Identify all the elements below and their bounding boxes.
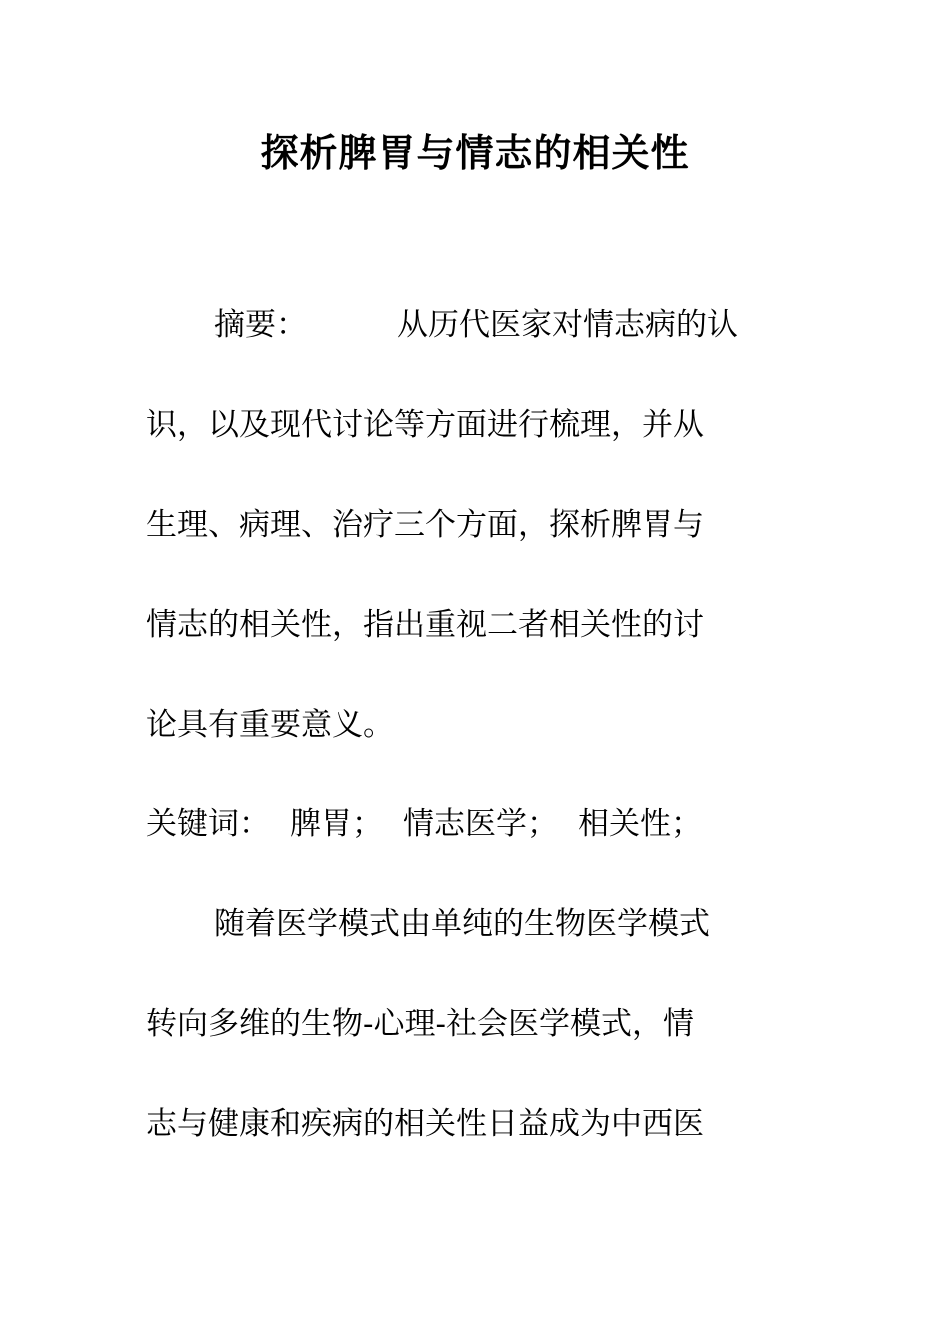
abstract-line-4: 情志的相关性，指出重视二者相关性的讨 bbox=[146, 607, 704, 643]
body-line-2: 转向多维的生物-心理-社会医学模式，情 bbox=[146, 1006, 694, 1042]
keywords-line bbox=[146, 804, 786, 844]
abstract-line-5: 论具有重要意义。 bbox=[146, 707, 394, 743]
body-line-1: 随着医学模式由单纯的生物医学模式 bbox=[214, 906, 710, 942]
abstract-line-1: 从历代医家对情志病的认 bbox=[397, 307, 738, 343]
abstract-line-3: 生理、病理、治疗三个方面，探析脾胃与 bbox=[146, 507, 704, 543]
keyword-item: 情志医学； bbox=[403, 806, 558, 842]
abstract-first-line bbox=[214, 305, 854, 345]
body-line-3: 志与健康和疾病的相关性日益成为中西医 bbox=[146, 1106, 704, 1142]
keywords-label: 关键词： bbox=[146, 806, 270, 842]
abstract-line-2: 识，以及现代讨论等方面进行梳理，并从 bbox=[146, 407, 704, 443]
document-title: 探析脾胃与情志的相关性 bbox=[260, 131, 690, 175]
abstract-label: 摘要： bbox=[214, 307, 307, 343]
keyword-item: 脾胃； bbox=[290, 806, 383, 842]
keyword-item: 相关性； bbox=[578, 806, 702, 842]
